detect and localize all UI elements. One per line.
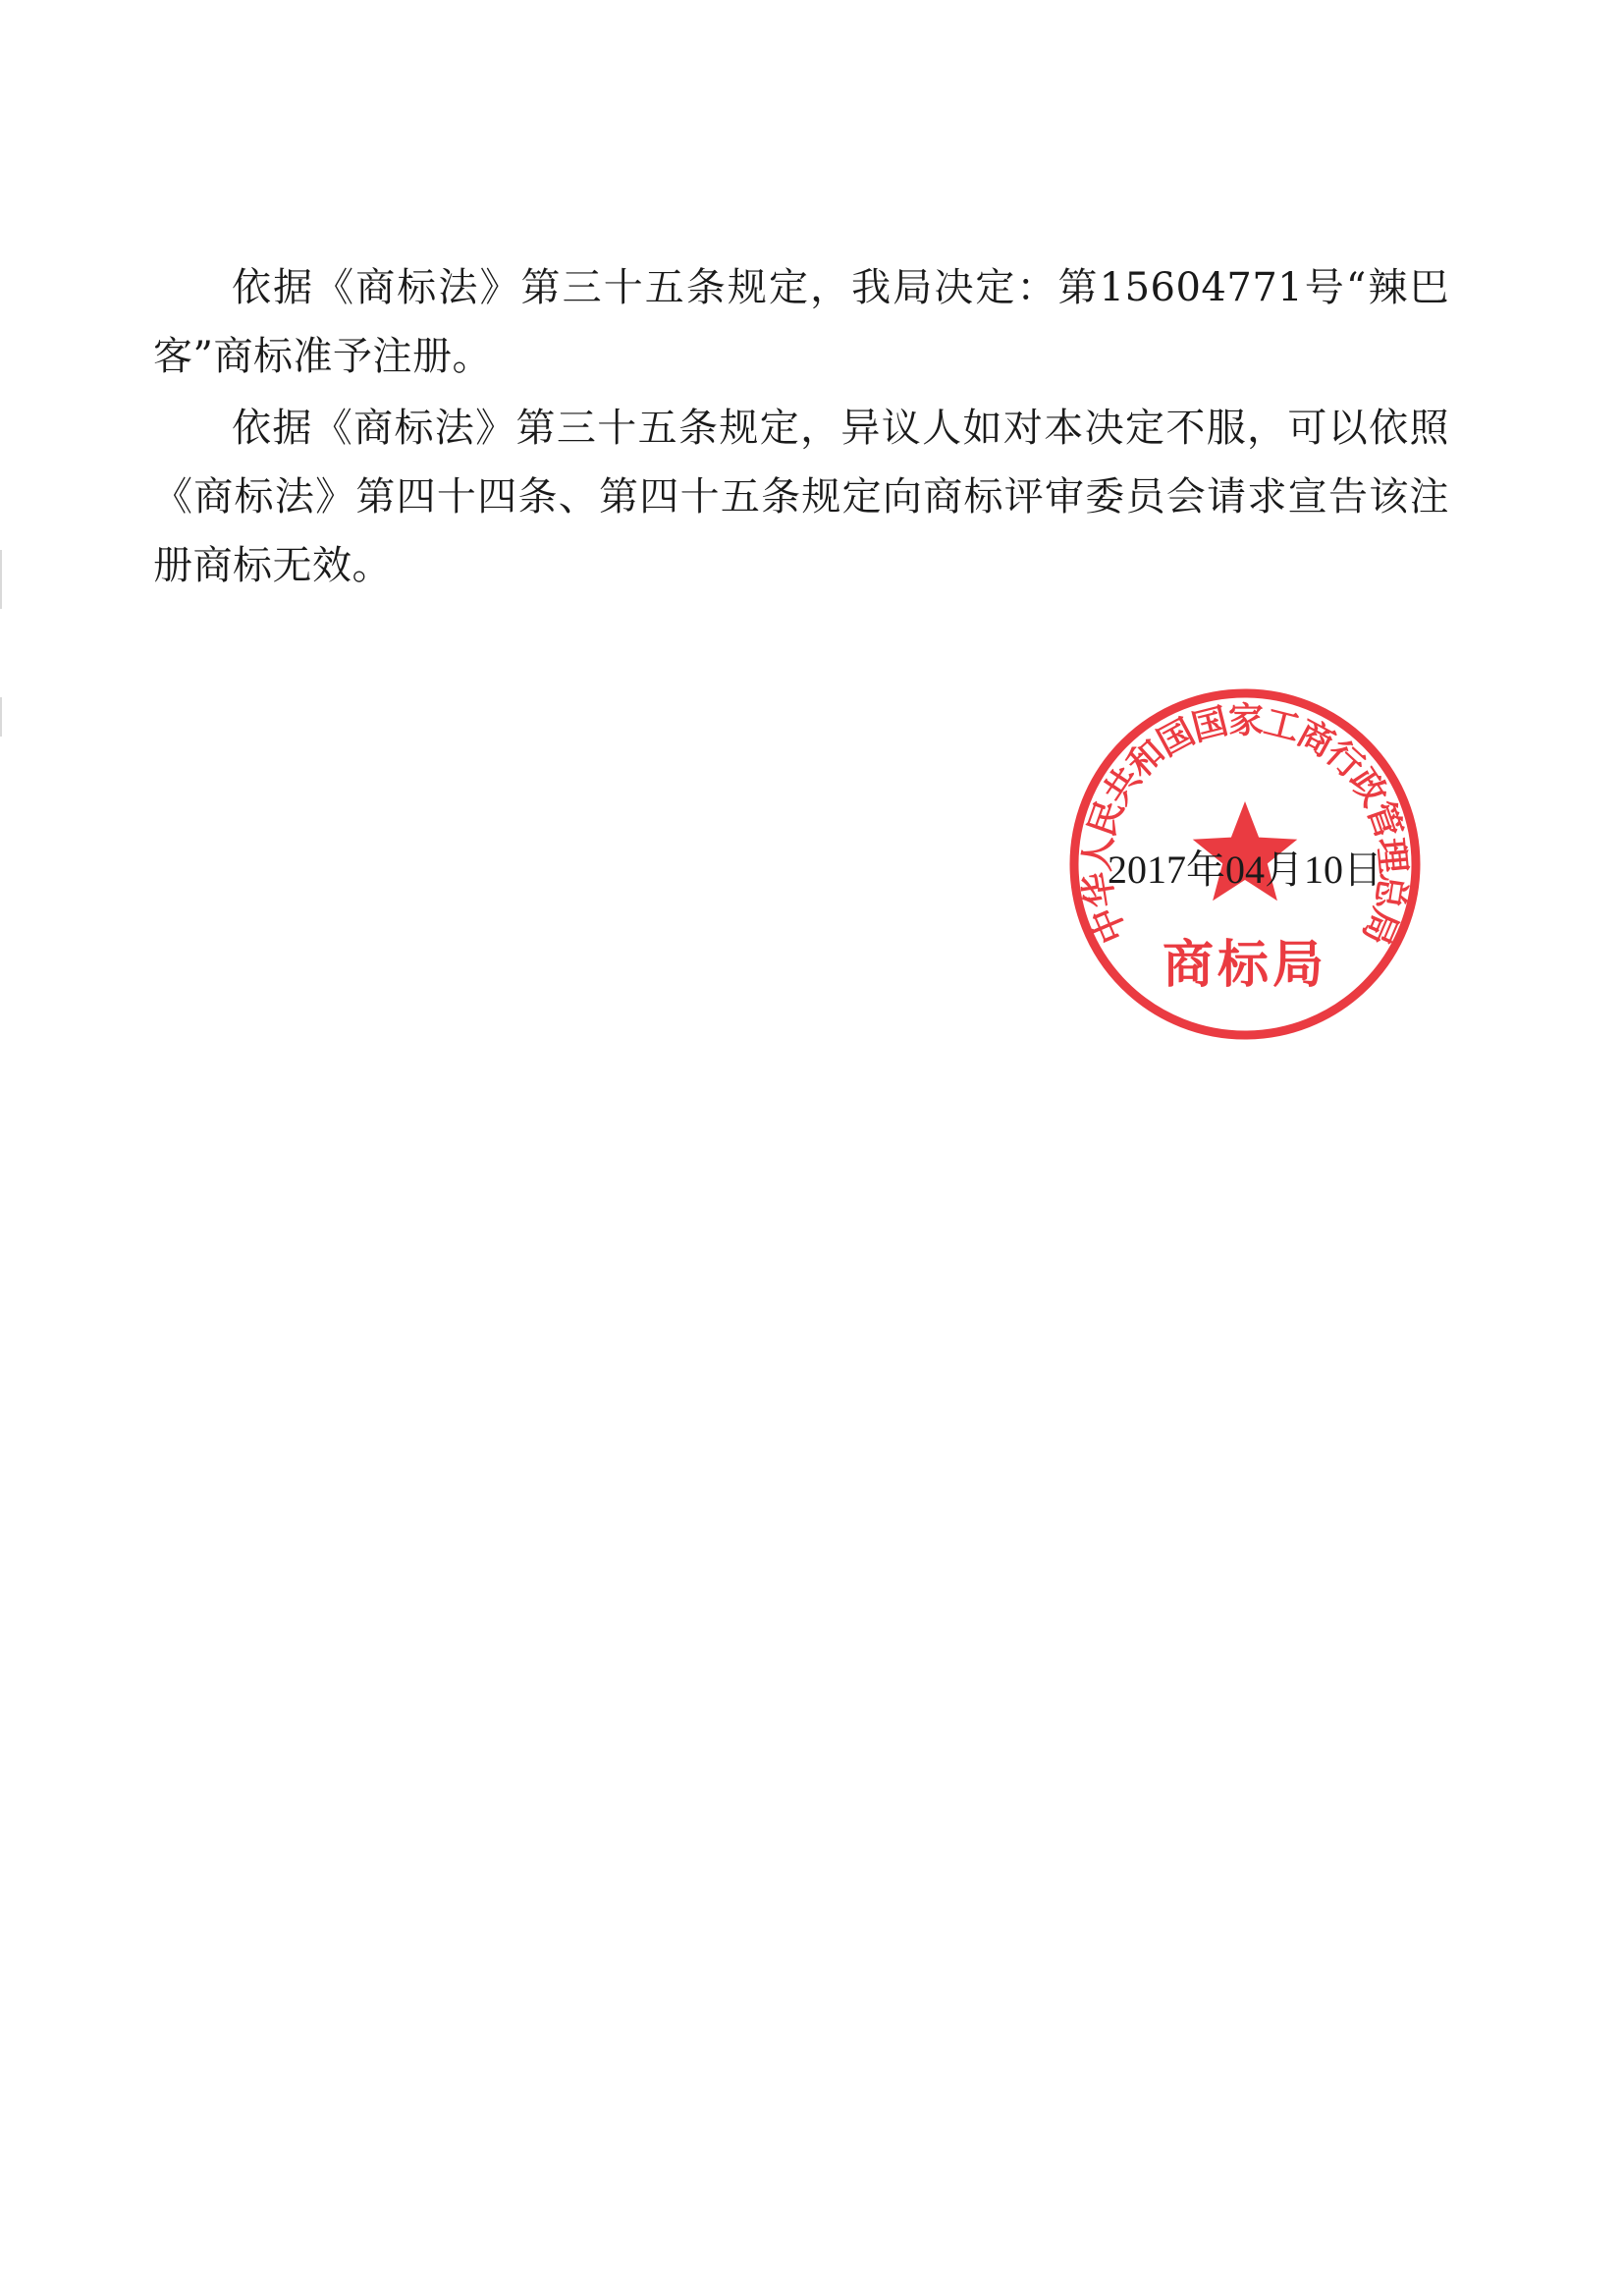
scan-edge-mark: [0, 550, 2, 609]
document-date: 2017年04月10日: [1108, 847, 1382, 892]
scan-edge-mark: [0, 697, 2, 737]
paragraph-appeal: 依据《商标法》第三十五条规定，异议人如对本决定不服，可以依照《商标法》第四十四条、第四十五条规定向商标评审委员会请求宣告该注册商标无效。: [153, 406, 1449, 588]
seal-arc-text: 中华人民共和国国家工商行政管理总局: [1077, 700, 1413, 950]
document-body: [153, 253, 1449, 603]
paragraph-decision: 依据《商标法》第三十五条规定，我局决定：第15604771号“辣巴客”商标准予注册。: [153, 265, 1449, 379]
seal-center-text: 商标局: [1162, 936, 1328, 995]
